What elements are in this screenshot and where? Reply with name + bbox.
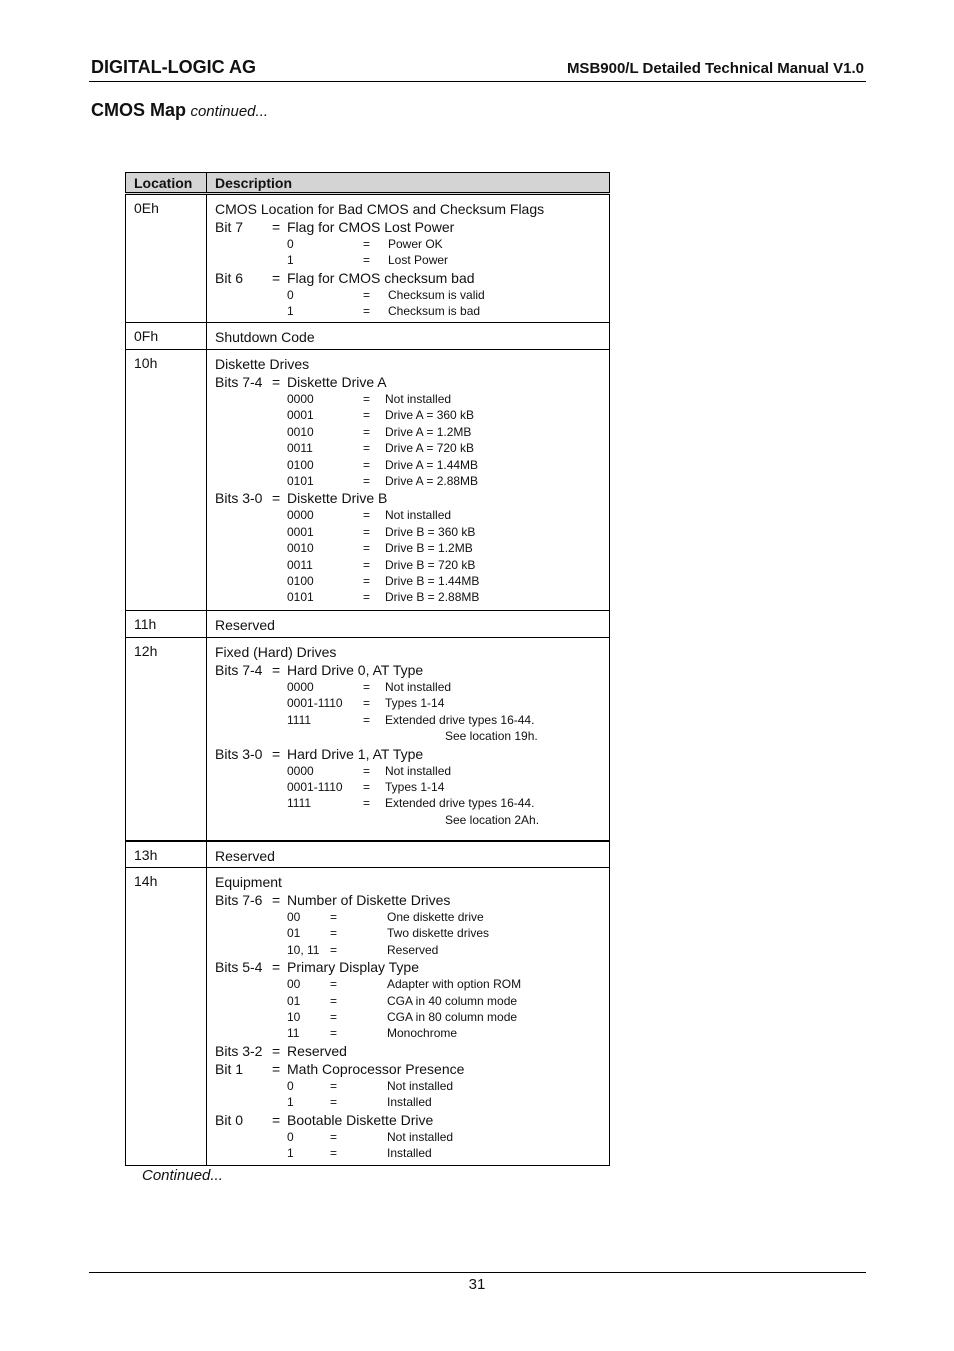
equals-sign: =	[272, 959, 281, 976]
indent-spacer	[215, 252, 287, 268]
value-meaning: CGA in 80 column mode	[387, 1009, 518, 1024]
value-meaning: Not installed	[385, 392, 452, 406]
value-meaning: Extended drive types 16-44.	[385, 712, 535, 727]
value-row	[215, 1025, 601, 1041]
equals-sign: =	[272, 745, 281, 762]
indent-spacer	[215, 909, 287, 925]
value-code: 0100	[287, 457, 314, 472]
value-meaning: Reserved	[387, 942, 439, 957]
value-code: 1111	[287, 796, 312, 811]
indent-spacer	[215, 1009, 287, 1025]
equals-sign: =	[272, 219, 281, 235]
location-cell: 0Eh	[126, 194, 207, 323]
bit-range: Bits 7-6	[215, 892, 263, 908]
value-row	[215, 252, 601, 268]
field-label: Bootable Diskette Drive	[287, 1111, 434, 1128]
equals-sign: =	[363, 237, 371, 251]
bit-field	[215, 1111, 601, 1129]
equals-sign: =	[272, 490, 281, 507]
bit-range: Bits 7-4	[215, 374, 263, 390]
bit-range: Bits 5-4	[215, 959, 263, 976]
equals-sign: =	[363, 779, 371, 794]
value-meaning: Not installed	[385, 763, 452, 778]
value-code: 0010	[287, 541, 314, 556]
bit-field	[215, 891, 601, 909]
equals-sign: =	[330, 910, 338, 924]
indent-spacer	[215, 391, 287, 407]
value-code: 0	[287, 1078, 294, 1093]
value-meaning: Drive A = 360 kB	[385, 408, 475, 423]
company-name: DIGITAL-LOGIC AG	[91, 57, 256, 77]
see-location-note: See location 19h.	[445, 729, 538, 744]
equals-sign: =	[363, 590, 371, 605]
equals-sign: =	[272, 1042, 281, 1059]
value-code: 0001	[287, 524, 314, 539]
equals-sign: =	[330, 1145, 338, 1160]
value-row	[215, 909, 601, 925]
table-row	[126, 611, 610, 638]
value-meaning: Drive B = 1.44MB	[385, 573, 480, 588]
value-meaning: Extended drive types 16-44.	[385, 796, 535, 811]
register-title: CMOS Location for Bad CMOS and Checksum Flags	[215, 201, 545, 217]
bit-range: Bits 3-2	[215, 1042, 263, 1059]
bit-field	[215, 1042, 601, 1060]
equals-sign: =	[330, 993, 338, 1008]
equals-sign: =	[363, 573, 371, 588]
field-label: Reserved	[287, 1042, 347, 1059]
value-code: 0	[287, 1129, 294, 1144]
value-row	[215, 1145, 601, 1161]
field-label: Flag for CMOS Lost Power	[287, 219, 455, 235]
value-meaning: Not installed	[387, 1078, 454, 1093]
equals-sign: =	[363, 796, 371, 811]
equals-sign: =	[330, 1026, 338, 1041]
equals-sign: =	[363, 763, 371, 778]
indent-spacer	[215, 712, 287, 728]
indent-spacer	[215, 679, 287, 695]
equals-sign: =	[272, 269, 281, 286]
indent-spacer	[215, 1025, 287, 1041]
value-code: 0011	[287, 441, 313, 456]
bit-range: Bits 7-4	[215, 662, 263, 678]
value-row	[215, 457, 601, 473]
equals-sign: =	[363, 524, 371, 539]
value-row	[215, 942, 601, 958]
value-row	[215, 925, 601, 941]
section-title: CMOS Map	[91, 100, 187, 120]
equals-sign: =	[363, 712, 371, 727]
value-meaning: Drive B = 720 kB	[385, 557, 476, 572]
value-meaning: Checksum is valid	[388, 287, 485, 302]
description-cell	[207, 194, 610, 323]
field-label: Diskette Drive B	[287, 490, 388, 507]
value-row	[215, 303, 601, 319]
value-row	[215, 795, 601, 811]
value-row	[215, 976, 601, 992]
value-row	[215, 473, 601, 489]
indent-spacer	[215, 473, 287, 489]
continued-note: Continued...	[142, 1167, 223, 1184]
equals-sign: =	[330, 942, 338, 957]
value-code: 10, 11	[287, 942, 320, 957]
equals-sign: =	[330, 1129, 338, 1144]
value-code: 1	[287, 304, 294, 319]
equals-sign: =	[363, 441, 371, 456]
equals-sign: =	[330, 1078, 338, 1093]
value-code: 0010	[287, 424, 314, 439]
equals-sign: =	[363, 408, 371, 423]
location-cell: 14h	[126, 868, 207, 1166]
value-code: 0	[287, 287, 294, 302]
footer-rule	[89, 1272, 866, 1273]
value-meaning: Not installed	[385, 680, 452, 694]
value-meaning: One diskette drive	[387, 910, 484, 924]
indent-spacer	[215, 1094, 287, 1110]
value-code: 11	[287, 1026, 300, 1041]
value-meaning: Drive A = 1.2MB	[385, 424, 472, 439]
indent-spacer	[215, 303, 287, 319]
bit-field	[215, 745, 601, 763]
value-code: 1	[287, 253, 294, 268]
description-cell	[207, 841, 610, 868]
value-meaning: Drive A = 1.44MB	[385, 457, 479, 472]
table-header-row	[126, 173, 610, 194]
equals-sign: =	[363, 304, 371, 319]
cmos-map-table	[125, 172, 610, 1166]
value-meaning: Lost Power	[388, 253, 449, 268]
field-label: Flag for CMOS checksum bad	[287, 269, 475, 286]
location-cell: 13h	[126, 841, 207, 868]
value-meaning: Drive B = 1.2MB	[385, 541, 473, 556]
indent-spacer	[215, 589, 287, 605]
table-row	[126, 638, 610, 841]
value-row	[215, 557, 601, 573]
indent-spacer	[215, 440, 287, 456]
field-label: Math Coprocessor Presence	[287, 1060, 465, 1077]
value-code: 1	[287, 1095, 294, 1110]
description-cell	[207, 350, 610, 611]
value-row	[215, 424, 601, 440]
indent-spacer	[215, 540, 287, 556]
value-meaning: Types 1-14	[385, 696, 445, 711]
indent-spacer	[215, 573, 287, 589]
field-label: Number of Diskette Drives	[287, 892, 451, 908]
indent-spacer	[215, 695, 287, 711]
value-row	[215, 540, 601, 556]
value-code: 0000	[287, 680, 314, 694]
value-row	[215, 507, 601, 523]
description-cell	[207, 638, 610, 841]
value-meaning: Types 1-14	[385, 779, 445, 794]
indent-spacer	[215, 993, 287, 1009]
value-row	[215, 573, 601, 589]
equals-sign: =	[330, 926, 338, 941]
indent-spacer	[215, 507, 287, 523]
equals-sign: =	[363, 557, 371, 572]
indent-spacer	[215, 1145, 287, 1161]
bit-field	[215, 661, 601, 679]
bit-field	[215, 218, 601, 236]
value-row	[215, 236, 601, 252]
field-label: Diskette Drive A	[287, 374, 387, 390]
bit-range: Bits 3-0	[215, 490, 263, 507]
bit-field	[215, 489, 601, 507]
value-row	[215, 679, 601, 695]
value-code: 0101	[287, 590, 314, 605]
value-row	[215, 779, 601, 795]
bit-field	[215, 1060, 601, 1078]
value-row	[215, 589, 601, 605]
manual-title: MSB900/L Detailed Technical Manual V1.0	[566, 60, 864, 77]
equals-sign: =	[272, 1060, 281, 1077]
equals-sign: =	[272, 374, 281, 390]
value-row	[215, 1094, 601, 1110]
indent-spacer	[215, 1129, 287, 1145]
value-meaning: Installed	[387, 1095, 432, 1110]
indent-spacer	[215, 424, 287, 440]
bit-range: Bit 6	[215, 269, 244, 286]
equals-sign: =	[363, 253, 371, 268]
header-rule	[89, 81, 866, 82]
indent-spacer	[215, 457, 287, 473]
table-row	[126, 350, 610, 611]
equals-sign: =	[363, 473, 371, 488]
value-row	[215, 695, 601, 711]
equals-sign: =	[363, 680, 371, 694]
value-code: 0100	[287, 573, 314, 588]
value-code: 01	[287, 993, 301, 1008]
value-code: 0000	[287, 508, 314, 523]
value-code: 0000	[287, 763, 314, 778]
value-code: 1111	[287, 712, 312, 727]
equals-sign: =	[330, 977, 338, 992]
equals-sign: =	[272, 662, 281, 678]
value-row	[215, 763, 601, 779]
value-meaning: Drive B = 360 kB	[385, 524, 476, 539]
equals-sign: =	[272, 1111, 281, 1128]
value-row	[215, 1129, 601, 1145]
value-code: 10	[287, 1009, 301, 1024]
value-code: 0001-1110	[287, 696, 343, 711]
location-cell: 11h	[126, 611, 207, 638]
register-title: Fixed (Hard) Drives	[215, 644, 337, 660]
table-body	[126, 194, 610, 1166]
value-row	[215, 993, 601, 1009]
indent-spacer	[215, 942, 287, 958]
description-cell	[207, 611, 610, 638]
indent-spacer	[215, 557, 287, 573]
field-label: Hard Drive 1, AT Type	[287, 745, 424, 762]
equals-sign: =	[363, 287, 371, 302]
bit-range: Bit 1	[215, 1060, 244, 1077]
see-location-note: See location 2Ah.	[445, 812, 540, 827]
value-code: 01	[287, 926, 301, 941]
bit-range: Bit 0	[215, 1111, 244, 1128]
value-code: 1	[287, 1145, 294, 1160]
register-title: Equipment	[215, 874, 282, 890]
value-row	[215, 1009, 601, 1025]
page-number: 31	[468, 1276, 486, 1293]
description-cell	[207, 323, 610, 350]
value-meaning: Power OK	[388, 237, 443, 251]
register-title: Diskette Drives	[215, 356, 310, 372]
value-meaning: Monochrome	[387, 1026, 458, 1041]
table-row	[126, 194, 610, 323]
value-meaning: Adapter with option ROM	[387, 977, 522, 992]
indent-spacer	[215, 779, 287, 795]
value-meaning: Installed	[387, 1145, 432, 1160]
equals-sign: =	[272, 892, 281, 908]
value-meaning: Drive A = 720 kB	[385, 441, 475, 456]
indent-spacer	[215, 976, 287, 992]
description-cell	[207, 868, 610, 1166]
equals-sign: =	[363, 457, 371, 472]
value-code: 0001-1110	[287, 779, 343, 794]
location-cell: 10h	[126, 350, 207, 611]
value-code: 0011	[287, 557, 313, 572]
field-label: Primary Display Type	[287, 959, 420, 976]
bit-field	[215, 269, 601, 287]
value-row	[215, 407, 601, 423]
indent-spacer	[215, 236, 287, 252]
equals-sign: =	[363, 508, 371, 523]
value-code: 0	[287, 237, 294, 251]
field-label: Hard Drive 0, AT Type	[287, 662, 424, 678]
location-column-header: Location	[126, 173, 207, 194]
value-meaning: Drive A = 2.88MB	[385, 473, 479, 488]
indent-spacer	[215, 287, 287, 303]
value-code: 00	[287, 910, 301, 924]
bit-range: Bits 3-0	[215, 745, 263, 762]
bit-range: Bit 7	[215, 219, 244, 235]
description-column-header: Description	[207, 173, 610, 194]
value-code: 0001	[287, 408, 314, 423]
indent-spacer	[215, 763, 287, 779]
equals-sign: =	[330, 1095, 338, 1110]
value-meaning: Checksum is bad	[388, 304, 481, 319]
equals-sign: =	[363, 424, 371, 439]
section-subtitle: continued...	[190, 103, 269, 120]
register-title: Reserved	[215, 617, 275, 633]
section-heading	[91, 100, 268, 121]
value-code: 0101	[287, 473, 314, 488]
indent-spacer	[215, 524, 287, 540]
table-row	[126, 868, 610, 1166]
value-row	[215, 287, 601, 303]
equals-sign: =	[330, 1009, 338, 1024]
table-row	[126, 323, 610, 350]
indent-spacer	[215, 795, 287, 811]
bit-field	[215, 373, 601, 391]
value-row	[215, 440, 601, 456]
value-row	[215, 1078, 601, 1094]
equals-sign: =	[363, 392, 371, 406]
indent-spacer	[215, 1078, 287, 1094]
location-cell: 0Fh	[126, 323, 207, 350]
location-cell: 12h	[126, 638, 207, 841]
table-row	[126, 841, 610, 868]
register-title: Reserved	[215, 847, 275, 864]
equals-sign: =	[363, 541, 371, 556]
indent-spacer	[215, 925, 287, 941]
value-code: 00	[287, 977, 301, 992]
value-row	[215, 524, 601, 540]
value-meaning: Not installed	[385, 508, 452, 523]
indent-spacer	[215, 407, 287, 423]
value-meaning: Two diskette drives	[387, 926, 490, 941]
value-meaning: CGA in 40 column mode	[387, 993, 518, 1008]
value-code: 0000	[287, 392, 314, 406]
equals-sign: =	[363, 696, 371, 711]
value-meaning: Drive B = 2.88MB	[385, 590, 480, 605]
register-title: Shutdown Code	[215, 329, 315, 345]
value-row	[215, 712, 601, 728]
value-row	[215, 391, 601, 407]
bit-field	[215, 958, 601, 976]
value-meaning: Not installed	[387, 1129, 454, 1144]
